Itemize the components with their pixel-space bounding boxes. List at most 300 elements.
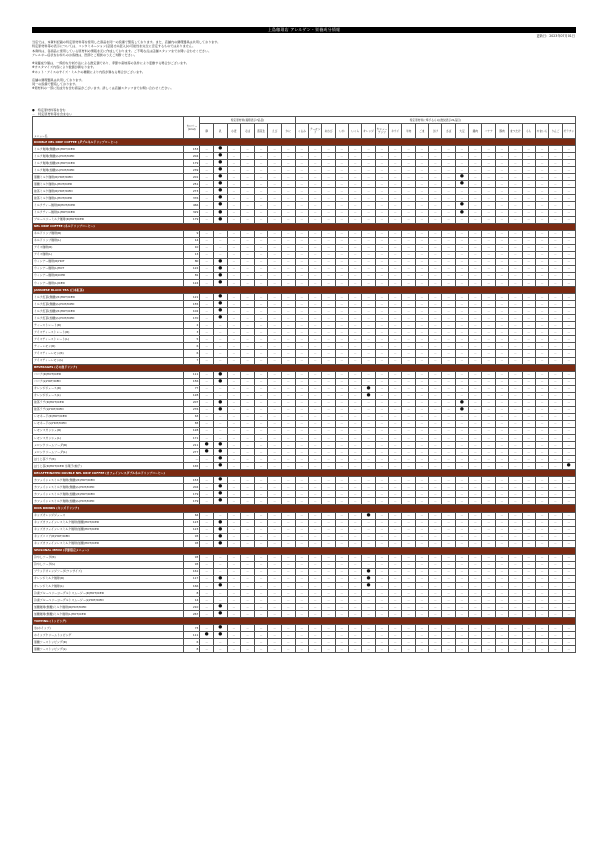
allergen-absent-mark: － (509, 244, 522, 251)
allergen-absent-mark: － (227, 575, 241, 582)
allergen-absent-mark: － (522, 265, 535, 272)
allergen-absent-mark: － (509, 301, 522, 308)
category-row (33, 470, 576, 477)
allergen-absent-mark: － (268, 216, 282, 223)
allergen-absent-mark: － (495, 357, 508, 364)
allergen-absent-mark: － (535, 575, 548, 582)
allergen-absent-mark: － (200, 188, 214, 195)
allergen-absent-mark: － (429, 315, 442, 322)
allergen-absent-mark: － (562, 625, 575, 632)
allergen-absent-mark: － (282, 646, 296, 653)
allergen-absent-mark: － (429, 385, 442, 392)
allergen-absent-mark: － (362, 533, 375, 540)
allergen-absent-mark: － (549, 294, 562, 301)
allergen-absent-mark: － (362, 484, 375, 491)
allergen-absent-mark: － (509, 632, 522, 639)
allergen-absent-mark: － (415, 230, 428, 237)
allergen-absent-mark: － (482, 188, 495, 195)
allergen-absent-mark: － (402, 216, 415, 223)
allergen-absent-mark: － (402, 611, 415, 618)
allergen-absent-mark: － (535, 477, 548, 484)
allergen-absent-mark: － (241, 230, 255, 237)
allergen-absent-mark: － (482, 209, 495, 216)
allergen-absent-mark: － (482, 350, 495, 357)
allergen-absent-mark: － (295, 484, 308, 491)
allergen-absent-mark: － (442, 533, 455, 540)
menu-item-kcal: 93 (184, 533, 200, 540)
allergen-absent-mark: － (322, 568, 335, 575)
allergen-absent-mark: － (282, 399, 296, 406)
allergen-absent-mark: － (455, 568, 468, 575)
allergen-absent-mark: － (335, 561, 348, 568)
allergen-absent-mark: － (268, 195, 282, 202)
menu-item-name: キッズカフェインレスミルク珈琲(加糖)HOT/ICED (33, 540, 184, 547)
allergen-absent-mark: － (442, 357, 455, 364)
allergen-absent-mark: － (335, 357, 348, 364)
allergen-absent-mark: － (349, 294, 362, 301)
allergen-absent-mark: － (389, 315, 402, 322)
allergen-absent-mark: － (227, 632, 241, 639)
allergen-absent-mark: － (335, 209, 348, 216)
allergen-absent-mark: － (469, 491, 482, 498)
allergen-absent-mark: － (268, 329, 282, 336)
allergen-absent-mark: － (402, 533, 415, 540)
allergen-absent-mark: － (455, 392, 468, 399)
allergen-absent-mark: － (349, 420, 362, 427)
allergen-absent-mark: － (469, 343, 482, 350)
allergen-absent-mark: － (495, 639, 508, 646)
allergen-absent-mark: － (415, 639, 428, 646)
allergen-absent-mark: － (349, 315, 362, 322)
menu-item-kcal: 153 (184, 477, 200, 484)
allergen-absent-mark: － (442, 597, 455, 604)
allergen-absent-mark: － (322, 230, 335, 237)
allergen-absent-mark: － (309, 449, 322, 456)
allergen-absent-mark: － (535, 378, 548, 385)
allergen-absent-mark: － (375, 308, 388, 315)
table-row (33, 561, 576, 568)
allergen-absent-mark: － (254, 153, 268, 160)
menu-item-kcal: 13 (184, 251, 200, 258)
allergen-absent-mark: － (349, 265, 362, 272)
allergen-absent-mark: － (482, 463, 495, 470)
allergen-absent-mark: － (389, 195, 402, 202)
allergen-absent-mark: － (254, 202, 268, 209)
allergen-absent-mark: － (362, 604, 375, 611)
allergen-absent-mark: － (429, 216, 442, 223)
allergen-absent-mark: － (469, 216, 482, 223)
allergen-absent-mark: － (241, 195, 255, 202)
allergen-absent-mark: － (415, 533, 428, 540)
allergen-absent-mark: － (200, 484, 214, 491)
allergen-absent-mark: － (455, 230, 468, 237)
menu-item-kcal: 111 (184, 632, 200, 639)
allergen-present-mark: ● (213, 153, 227, 160)
allergen-absent-mark: － (282, 378, 296, 385)
allergen-absent-mark: － (375, 315, 388, 322)
table-row (33, 265, 576, 272)
allergen-absent-mark: － (335, 385, 348, 392)
allergen-absent-mark: － (309, 561, 322, 568)
allergen-absent-mark: － (322, 526, 335, 533)
allergen-absent-mark: － (349, 575, 362, 582)
allergen-absent-mark: － (241, 449, 255, 456)
allergen-absent-mark: － (562, 209, 575, 216)
allergen-absent-mark: － (362, 371, 375, 378)
allergen-absent-mark: － (375, 435, 388, 442)
allergen-absent-mark: － (335, 202, 348, 209)
allergen-absent-mark: － (469, 230, 482, 237)
allergen-absent-mark: － (200, 583, 214, 590)
allergen-absent-mark: － (241, 406, 255, 413)
allergen-absent-mark: － (429, 625, 442, 632)
menu-item-kcal: 128 (184, 392, 200, 399)
allergen-absent-mark: － (227, 167, 241, 174)
allergen-absent-mark: － (322, 533, 335, 540)
allergen-absent-mark: － (268, 174, 282, 181)
allergen-absent-mark: － (268, 146, 282, 153)
menu-item-kcal: 277 (184, 449, 200, 456)
allergen-absent-mark: － (309, 336, 322, 343)
allergen-absent-mark: － (282, 625, 296, 632)
allergen-absent-mark: － (227, 174, 241, 181)
category-title: JAPANESE BLACK TEA (日本紅茶) (33, 287, 576, 294)
allergen-absent-mark: － (455, 153, 468, 160)
allergen-absent-mark: － (389, 491, 402, 498)
allergen-absent-mark: － (282, 427, 296, 434)
allergen-absent-mark: － (335, 181, 348, 188)
allergen-absent-mark: － (482, 449, 495, 456)
allergen-absent-mark: － (362, 244, 375, 251)
allergen-absent-mark: － (389, 526, 402, 533)
allergen-absent-mark: － (549, 597, 562, 604)
allergen-absent-mark: － (375, 167, 388, 174)
allergen-absent-mark: － (295, 498, 308, 505)
category-row (33, 364, 576, 371)
allergen-absent-mark: － (309, 625, 322, 632)
allergen-absent-mark: － (254, 568, 268, 575)
allergen-absent-mark: － (362, 202, 375, 209)
allergen-absent-mark: － (309, 435, 322, 442)
allergen-absent-mark: － (469, 463, 482, 470)
allergen-absent-mark: － (282, 371, 296, 378)
allergen-absent-mark: － (522, 301, 535, 308)
allergen-absent-mark: － (309, 632, 322, 639)
allergen-absent-mark: － (213, 420, 227, 427)
allergen-absent-mark: － (562, 357, 575, 364)
allergen-absent-mark: － (282, 336, 296, 343)
category-title: BEVERAGES (その他ドリンク) (33, 364, 576, 371)
allergen-absent-mark: － (241, 336, 255, 343)
allergen-absent-mark: － (415, 378, 428, 385)
allergen-absent-mark: － (415, 343, 428, 350)
menu-item-name: レモンスカッシュ(L) (33, 435, 184, 442)
allergen-absent-mark: － (442, 449, 455, 456)
allergen-absent-mark: － (309, 350, 322, 357)
allergen-absent-mark: － (482, 477, 495, 484)
allergen-absent-mark: － (535, 350, 548, 357)
allergen-absent-mark: － (469, 237, 482, 244)
allergen-absent-mark: － (268, 181, 282, 188)
allergen-absent-mark: － (227, 188, 241, 195)
allergen-absent-mark: － (535, 279, 548, 286)
allergen-absent-mark: － (282, 498, 296, 505)
allergen-absent-mark: － (482, 315, 495, 322)
allergen-absent-mark: － (322, 554, 335, 561)
allergen-absent-mark: － (268, 371, 282, 378)
allergen-absent-mark: － (227, 484, 241, 491)
allergen-absent-mark: － (562, 420, 575, 427)
allergen-absent-mark: － (482, 167, 495, 174)
allergen-absent-mark: － (482, 357, 495, 364)
allergen-absent-mark: － (429, 272, 442, 279)
menu-item-name: ココア(L)HOT/ICED (33, 378, 184, 385)
allergen-absent-mark: － (282, 413, 296, 420)
allergen-absent-mark: － (282, 540, 296, 547)
allergen-absent-mark: － (442, 146, 455, 153)
menu-item-kcal: 210 (184, 604, 200, 611)
allergen-absent-mark: － (349, 554, 362, 561)
allergen-absent-mark: － (389, 265, 402, 272)
allergen-absent-mark: － (509, 315, 522, 322)
allergen-absent-mark: － (455, 308, 468, 315)
allergen-absent-mark: － (241, 463, 255, 470)
allergen-absent-mark: － (282, 639, 296, 646)
table-row (33, 498, 576, 505)
allergen-absent-mark: － (322, 188, 335, 195)
allergen-present-mark: ● (213, 181, 227, 188)
table-row (33, 399, 576, 406)
allergen-absent-mark: － (495, 477, 508, 484)
table-row (33, 315, 576, 322)
allergen-absent-mark: － (295, 336, 308, 343)
allergen-absent-mark: － (227, 237, 241, 244)
allergen-absent-mark: － (495, 258, 508, 265)
allergen-absent-mark: － (562, 540, 575, 547)
allergen-absent-mark: － (455, 357, 468, 364)
allergen-absent-mark: － (415, 575, 428, 582)
allergen-absent-mark: － (469, 561, 482, 568)
allergen-absent-mark: － (322, 519, 335, 526)
allergen-absent-mark: － (362, 526, 375, 533)
allergen-absent-mark: － (455, 625, 468, 632)
allergen-absent-mark: － (362, 420, 375, 427)
allergen-absent-mark: － (362, 427, 375, 434)
allergen-absent-mark: － (241, 258, 255, 265)
allergen-absent-mark: － (455, 420, 468, 427)
allergen-absent-mark: － (469, 181, 482, 188)
allergen-absent-mark: － (254, 279, 268, 286)
table-row (33, 230, 576, 237)
allergen-absent-mark: － (495, 378, 508, 385)
category-row (33, 618, 576, 625)
allergen-absent-mark: － (402, 604, 415, 611)
allergen-absent-mark: － (509, 484, 522, 491)
allergen-absent-mark: － (429, 202, 442, 209)
allergen-absent-mark: － (495, 597, 508, 604)
allergen-absent-mark: － (349, 484, 362, 491)
allergen-absent-mark: － (241, 597, 255, 604)
allergen-absent-mark: － (415, 350, 428, 357)
allergen-absent-mark: － (429, 237, 442, 244)
menu-item-name: ネルドリップ珈琲(L) (33, 237, 184, 244)
allergen-absent-mark: － (495, 604, 508, 611)
allergen-absent-mark: － (495, 449, 508, 456)
allergen-absent-mark: － (389, 174, 402, 181)
allergen-absent-mark: － (482, 575, 495, 582)
menu-item-kcal: 64 (184, 512, 200, 519)
allergen-absent-mark: － (549, 491, 562, 498)
allergen-absent-mark: － (268, 230, 282, 237)
allergen-absent-mark: － (362, 174, 375, 181)
allergen-absent-mark: － (429, 294, 442, 301)
allergen-absent-mark: － (349, 540, 362, 547)
allergen-absent-mark: － (268, 435, 282, 442)
allergen-absent-mark: － (241, 646, 255, 653)
allergen-absent-mark: － (562, 575, 575, 582)
allergen-absent-mark: － (482, 244, 495, 251)
allergen-absent-mark: － (442, 604, 455, 611)
allergen-absent-mark: － (535, 209, 548, 216)
allergen-absent-mark: － (535, 533, 548, 540)
allergen-absent-mark: － (509, 195, 522, 202)
allergen-absent-mark: － (389, 167, 402, 174)
table-row (33, 329, 576, 336)
allergen-absent-mark: － (429, 442, 442, 449)
allergen-absent-mark: － (295, 329, 308, 336)
allergen-absent-mark: － (241, 498, 255, 505)
allergen-absent-mark: － (455, 463, 468, 470)
allergen-absent-mark: － (295, 639, 308, 646)
allergen-absent-mark: － (415, 420, 428, 427)
allergen-absent-mark: － (562, 279, 575, 286)
allergen-absent-mark: － (200, 181, 214, 188)
allergen-absent-mark: － (268, 427, 282, 434)
allergen-absent-mark: － (268, 413, 282, 420)
allergen-absent-mark: － (442, 230, 455, 237)
allergen-absent-mark: － (375, 216, 388, 223)
allergen-absent-mark: － (442, 568, 455, 575)
allergen-absent-mark: － (322, 406, 335, 413)
menu-item-kcal: 166 (184, 583, 200, 590)
allergen-absent-mark: － (335, 575, 348, 582)
allergen-absent-mark: － (522, 216, 535, 223)
allergen-absent-mark: － (522, 399, 535, 406)
allergen-absent-mark: － (442, 371, 455, 378)
allergen-absent-mark: － (402, 301, 415, 308)
menu-item-name: 抹茶ミルク珈琲(R)HOT/ICED (33, 188, 184, 195)
allergen-absent-mark: － (509, 378, 522, 385)
allergen-header: ゼラチン (562, 124, 575, 139)
allergen-absent-mark: － (227, 540, 241, 547)
allergen-present-mark: ● (213, 491, 227, 498)
allergen-absent-mark: － (522, 357, 535, 364)
menu-item-kcal: 14 (184, 597, 200, 604)
allergen-present-mark: ● (213, 449, 227, 456)
allergen-absent-mark: － (455, 512, 468, 519)
allergen-absent-mark: － (442, 484, 455, 491)
allergen-absent-mark: － (522, 160, 535, 167)
menu-item-kcal: 376 (184, 195, 200, 202)
allergen-header: まつたけ (509, 124, 522, 139)
allergen-absent-mark: － (362, 378, 375, 385)
allergen-absent-mark: － (200, 392, 214, 399)
allergen-absent-mark: － (495, 181, 508, 188)
table-row (33, 294, 576, 301)
menu-name-header: メニュー名 (33, 117, 184, 139)
allergen-absent-mark: － (469, 406, 482, 413)
menu-item-kcal: 111 (184, 371, 200, 378)
allergen-absent-mark: － (455, 611, 468, 618)
allergen-absent-mark: － (495, 533, 508, 540)
allergen-absent-mark: － (535, 491, 548, 498)
allergen-absent-mark: － (455, 237, 468, 244)
allergen-absent-mark: － (402, 399, 415, 406)
allergen-absent-mark: － (295, 258, 308, 265)
allergen-absent-mark: － (375, 625, 388, 632)
allergen-absent-mark: － (549, 526, 562, 533)
allergen-absent-mark: － (375, 449, 388, 456)
allergen-header: 牛肉 (402, 124, 415, 139)
allergen-absent-mark: － (309, 230, 322, 237)
allergen-absent-mark: － (415, 329, 428, 336)
allergen-absent-mark: － (362, 561, 375, 568)
allergen-absent-mark: － (469, 244, 482, 251)
allergen-absent-mark: － (549, 456, 562, 463)
allergen-absent-mark: － (442, 216, 455, 223)
allergen-absent-mark: － (295, 272, 308, 279)
allergen-absent-mark: － (335, 146, 348, 153)
allergen-absent-mark: － (213, 329, 227, 336)
allergen-absent-mark: － (309, 202, 322, 209)
allergen-present-mark: ● (200, 442, 214, 449)
allergen-absent-mark: － (522, 350, 535, 357)
allergen-absent-mark: － (295, 568, 308, 575)
allergen-absent-mark: － (309, 512, 322, 519)
menu-item-kcal: 155 (184, 301, 200, 308)
allergen-absent-mark: － (549, 420, 562, 427)
allergen-absent-mark: － (535, 413, 548, 420)
allergen-absent-mark: － (495, 399, 508, 406)
kcal-header: カロリー(kcal) (184, 117, 200, 139)
allergen-absent-mark: － (254, 322, 268, 329)
allergen-absent-mark: － (455, 251, 468, 258)
allergen-absent-mark: － (509, 146, 522, 153)
allergen-present-mark: ● (213, 209, 227, 216)
allergen-absent-mark: － (295, 625, 308, 632)
allergen-absent-mark: － (282, 484, 296, 491)
allergen-absent-mark: － (362, 315, 375, 322)
allergen-absent-mark: － (254, 258, 268, 265)
allergen-absent-mark: － (282, 251, 296, 258)
allergen-absent-mark: － (415, 146, 428, 153)
allergen-absent-mark: － (389, 435, 402, 442)
allergen-absent-mark: － (335, 294, 348, 301)
allergen-absent-mark: － (362, 350, 375, 357)
allergen-absent-mark: － (389, 442, 402, 449)
allergen-absent-mark: － (389, 604, 402, 611)
allergen-absent-mark: － (349, 230, 362, 237)
allergen-absent-mark: － (241, 315, 255, 322)
allergen-absent-mark: － (415, 181, 428, 188)
allergen-absent-mark: － (455, 597, 468, 604)
allergen-absent-mark: － (349, 188, 362, 195)
allergen-absent-mark: － (309, 491, 322, 498)
allergen-absent-mark: － (335, 195, 348, 202)
table-row (33, 237, 576, 244)
allergen-present-mark: ● (455, 406, 468, 413)
allergen-absent-mark: － (282, 561, 296, 568)
